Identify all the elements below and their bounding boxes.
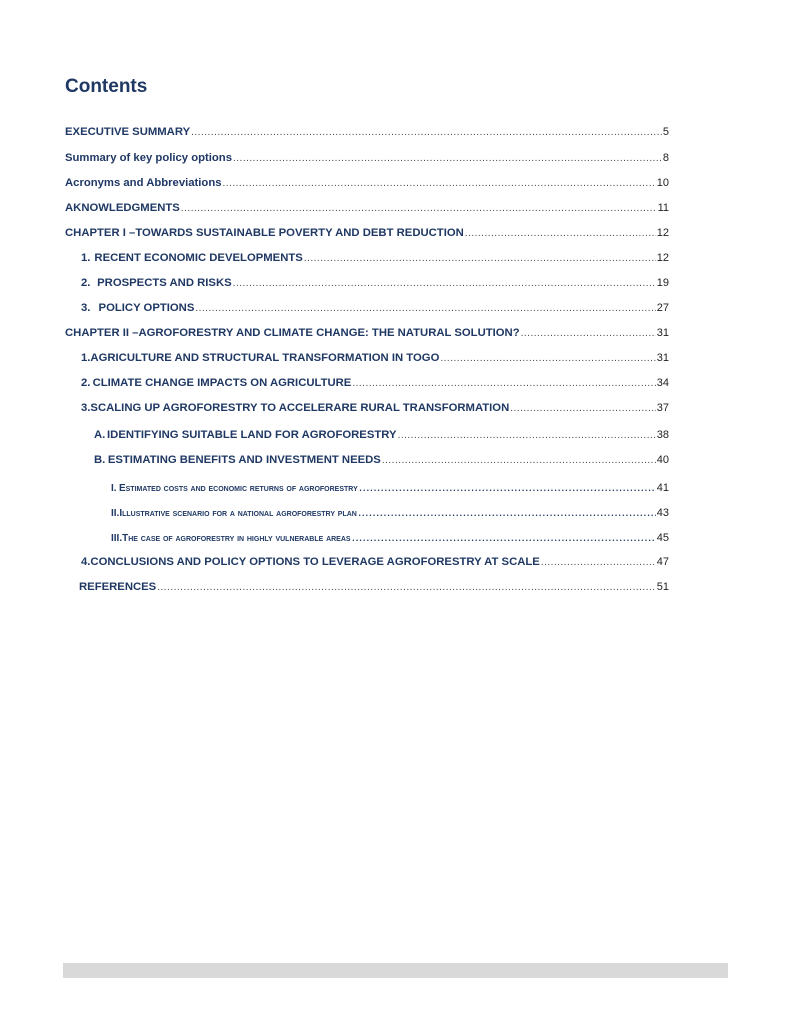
toc-entry-page: 41: [656, 482, 669, 494]
leader-dots: [195, 301, 655, 317]
toc-entry-number: III.: [111, 533, 123, 544]
toc-entry-label: Estimated costs and economic returns of agroforestry: [118, 483, 358, 494]
leader-dots: [181, 201, 657, 217]
leader-dots: [541, 555, 656, 571]
leader-dots: [359, 479, 656, 495]
toc-entry-2-4[interactable]: [81, 554, 669, 570]
toc-entry-number: I.: [111, 483, 117, 494]
toc-entry-label: EXECUTIVE SUMMARY: [65, 126, 191, 138]
toc-entry-page: 12: [656, 227, 669, 239]
leader-dots: [440, 351, 655, 367]
toc-entry-number: 3.: [81, 402, 91, 414]
leader-dots: [465, 226, 656, 242]
toc-entry-page: 45: [656, 532, 669, 544]
toc-entry-page: 34: [656, 377, 669, 389]
leader-dots: [233, 151, 662, 167]
toc-entry-page: 40: [656, 454, 669, 466]
toc-entry-label: REFERENCES: [79, 581, 157, 593]
toc-entry-1-2[interactable]: [81, 275, 669, 291]
toc-entry-page: 38: [656, 429, 669, 441]
toc-entry-acronyms[interactable]: [65, 175, 669, 191]
toc-entry-2-3-b-iii[interactable]: [111, 529, 669, 545]
leader-dots: [233, 276, 656, 292]
toc-entry-executive-summary[interactable]: [65, 124, 669, 140]
toc-entry-2-2[interactable]: [81, 375, 669, 391]
toc-entry-number: 2.: [81, 277, 91, 289]
leader-dots: [382, 453, 656, 469]
leader-dots: [358, 504, 656, 520]
toc-entry-label: Acronyms and Abbreviations: [65, 177, 222, 189]
toc-entry-number: II.: [111, 508, 120, 519]
toc-entry-number: B.: [94, 454, 106, 466]
toc-entry-number: CHAPTER I –: [65, 227, 136, 239]
page-title: Contents: [65, 76, 148, 97]
toc-entry-page: 8: [662, 152, 669, 164]
leader-dots: [304, 251, 656, 267]
toc-entry-page: 10: [656, 177, 669, 189]
footer-bar: [63, 963, 728, 978]
toc-entry-page: 19: [656, 277, 669, 289]
toc-entry-page: 37: [656, 402, 669, 414]
toc-entry-label: AGROFORESTRY AND CLIMATE CHANGE: THE NATURAL SOLUTION?: [138, 327, 520, 339]
leader-dots: [352, 376, 655, 392]
toc-entry-page: 27: [656, 302, 669, 314]
toc-entry-number: 1.: [81, 352, 91, 364]
leader-dots: [510, 401, 655, 417]
toc-entry-label: POLICY OPTIONS: [98, 302, 195, 314]
toc-entry-acknowledgments[interactable]: [65, 200, 669, 216]
toc-entry-page: 31: [656, 327, 669, 339]
toc-entry-label: AKNOWLEDGMENTS: [65, 202, 180, 214]
toc-entry-chapter-1[interactable]: [65, 225, 669, 241]
leader-dots: [223, 176, 656, 192]
toc-entry-label: ESTIMATING BENEFITS AND INVESTMENT NEEDS: [107, 454, 381, 466]
toc-entry-label: SCALING UP AGROFORESTRY TO ACCELERARE RURAL TRANSFORMATION: [90, 402, 510, 414]
toc-entry-1-1[interactable]: [81, 250, 669, 266]
leader-dots: [157, 580, 656, 596]
toc-entry-label: IDENTIFYING SUITABLE LAND FOR AGROFORESTRY: [107, 429, 397, 441]
toc-entry-number: 4.: [81, 556, 91, 568]
leader-dots: [191, 125, 662, 141]
toc-entry-label: TOWARDS SUSTAINABLE POVERTY AND DEBT REDUCTION: [135, 227, 464, 239]
toc-entry-page: 43: [656, 507, 669, 519]
toc-entry-number: CHAPTER II –: [65, 327, 139, 339]
toc-entry-label: Illustrative scenario for a national agroforestry plan: [119, 508, 357, 519]
toc-entry-chapter-2[interactable]: [65, 325, 669, 341]
toc-entry-2-3-b[interactable]: [94, 452, 669, 468]
toc-entry-number: 3.: [81, 302, 91, 314]
toc-entry-page: 12: [656, 252, 669, 264]
toc-entry-2-3[interactable]: [81, 400, 669, 416]
leader-dots: [398, 428, 656, 444]
toc-entry-2-3-b-i[interactable]: [111, 479, 669, 495]
toc-entry-label: Summary of key policy options: [65, 152, 232, 164]
toc-entry-summary-policy-options[interactable]: [65, 150, 669, 166]
toc-entry-label: CLIMATE CHANGE IMPACTS ON AGRICULTURE: [92, 377, 352, 389]
toc-entry-page: 51: [656, 581, 669, 593]
toc-entry-page: 11: [657, 202, 669, 214]
leader-dots: [521, 326, 656, 342]
toc-entry-2-3-b-ii[interactable]: [111, 504, 669, 520]
toc-entry-references[interactable]: [79, 579, 669, 595]
toc-entry-page: 31: [656, 352, 669, 364]
toc-entry-label: RECENT ECONOMIC DEVELOPMENTS: [94, 252, 303, 264]
toc-entry-2-3-a[interactable]: [94, 427, 669, 443]
toc-entry-1-3[interactable]: [81, 300, 669, 316]
toc-entry-2-1[interactable]: [81, 350, 669, 366]
toc-entry-label: PROSPECTS AND RISKS: [97, 277, 232, 289]
leader-dots: [352, 529, 656, 545]
toc-entry-page: 5: [662, 126, 669, 138]
toc-entry-label: AGRICULTURE AND STRUCTURAL TRANSFORMATION IN TOGO: [90, 352, 440, 364]
toc-entry-label: The case of agroforestry in highly vulnerable areas: [122, 533, 351, 544]
toc-entry-label: CONCLUSIONS AND POLICY OPTIONS TO LEVERAGE AGROFORESTRY AT SCALE: [90, 556, 540, 568]
toc-entry-number: 1.: [81, 252, 91, 264]
toc-entry-page: 47: [656, 556, 669, 568]
toc-entry-number: 2.: [81, 377, 91, 389]
toc-entry-number: A.: [94, 429, 106, 441]
